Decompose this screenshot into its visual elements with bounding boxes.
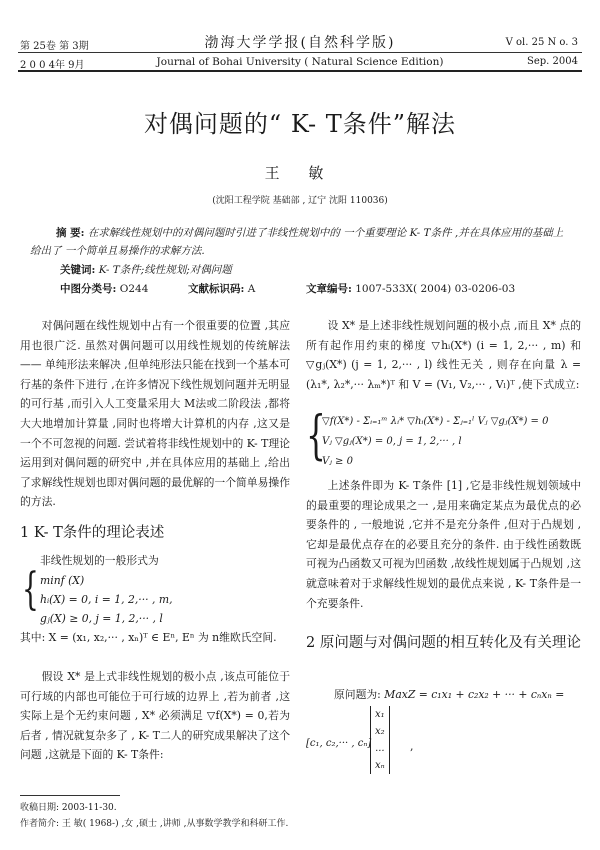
kt-line-2: Vⱼ ▽gⱼ(X*) = 0, j = 1, 2,··· , l [322,436,462,447]
journal-title-en: Journal of Bohai University ( Natural Science Edition) [156,56,444,68]
section-2-heading: 2 原问题与对偶问题的相互转化及有关理论 [306,635,581,651]
col-vector-entry: ... [375,743,385,754]
classification-number [60,281,148,296]
cls-value: O244 [119,283,149,295]
doc-label: 文献标识码: [188,283,245,295]
cls-label: 中图分类号: [60,283,117,295]
article-number [306,281,515,296]
header-rule-thick [18,70,582,72]
affiliation: (沈阳工程学院 基础部 , 辽宁 沈阳 110036) [212,196,388,206]
art-label: 文章编号: [306,283,352,295]
primal-formula: MaxZ = c₁x₁ + c₂x₂ + ··· + cₙxₙ = [384,688,565,701]
author-name: 王 敏 [264,164,336,182]
kt-intro-paragraph: 设 X* 是上述非线性规划问题的极小点 ,而且 X* 点的所有起作用约束的梯度 ▽hᵢ(X*) (i = 1, 2,··· , m) 和 ▽gⱼ(X*) (j = 1, 2,··· , l) 线性无关 , 则存在向量 λ = (λ₁*, λ₂*,··· λₘ*)ᵀ 和 V = (V₁, V₂,··· , Vₗ)ᵀ ,使下式成立: [306,319,581,391]
section-1-heading: 1 K- T条件的理论表述 [20,525,165,541]
date-right: Sep. 2004 [527,56,578,67]
footnote-rule [20,795,120,796]
received-date: 收稿日期: 2003-11-30. [20,803,117,813]
keywords-text: K- T条件;线性规划;对偶问题 [98,264,232,276]
column-vector [370,706,390,774]
trailing-comma: , [410,740,414,753]
header-rule-thin [18,52,582,53]
formula-line-1: minf (X) [40,574,85,587]
col-vector-entry: x₂ [375,726,385,737]
kt-line-3: Vⱼ ≥ 0 [322,456,353,467]
col-vector-entry: x₁ [375,709,385,720]
kt-line-1: ▽f(X*) - Σᵢ₌₁ᵐ λᵢ* ▽hᵢ(X*) - Σⱼ₌₁ˡ Vⱼ ▽gⱼ(X*) = 0 [322,416,549,427]
intro-paragraph: 对偶问题在线性规划中占有一个很重要的位置 ,其应用也很广泛. 虽然对偶问题可以用线性规划的传统解法—— 单纯形法来解决 ,但单纯形法只能在找到一个基本可行基的条件下进行 ,在许多情况下线性规划问题并无明显的可行基 ,而引入人工变量采用大 M法或二阶段法 ,都将大大地增加计算量 ,同时也将增大计算机的内存 ,这又是一个不可忽视的问题. 尝试着将非线性规划中的 K- T理论运用到对偶问题的研究中 ,并在具体应用的基础上 ,给出了求解线性规划也即对偶问题的最优解的一个简单易操作的方法. [20,319,290,509]
volume-issue-right: V ol. 25 N o. 3 [505,37,578,48]
paper-title: 对偶问题的“ K- T条件”解法 [143,110,457,138]
art-value: 1007-533X( 2004) 03-0206-03 [355,283,516,295]
author-bio: 作者简介: 王 敏( 1968-) ,女 ,硕士 ,讲师 ,从事数学教学和科研工作. [20,819,289,829]
doc-value: A [247,283,256,295]
keywords [60,262,232,277]
document-code [188,281,255,296]
where-text: 其中: X = (x₁, x₂,··· , xₙ)ᵀ ∈ Eⁿ, Eⁿ 为 n维欧氏空间. [20,631,277,644]
volume-issue-left: 第 25卷 第 3期 [20,41,89,52]
section-1-lead: 非线性规划的一般形式为 [40,554,159,567]
kt-explanation-paragraph: 上述条件即为 K- T条件 [1] ,它是非线性规划领域中的最重要的理论成果之一 ,是用来确定某点为最优点的必要条件的 , 一般地说 ,它并不是充分条件 ,但对于凸规划 ,它却是最优点存在的必要且充分的条件. 由于线性函数既可视为凸函数又可视为凹函数 ,故线性规划属于凸规划 ,这就意味着对于求解线性规划的最优点来说 , K- T条件是一个充要条件. [306,479,581,610]
keywords-label: 关键词: [60,264,96,276]
formula-line-2: hᵢ(X) = 0, i = 1, 2,··· , m, [40,593,173,606]
kt-brace: { [306,406,326,466]
formula-line-3: gⱼ(X) ≥ 0, j = 1, 2,··· , l [40,612,163,625]
primal-problem [334,685,564,705]
nlp-formula [40,571,173,628]
journal-title-cn: 渤海大学学报(自然科学版) [204,35,396,51]
primal-label: 原问题为: [334,688,381,701]
abstract-text: 在求解线性规划中的对偶问题时引进了非线性规划中的 一个重要理论 K- T条件 ,并在具体应用的基础上给出了 一个简单且易操作的求解方法. [30,227,564,257]
kt-conditions [322,412,548,472]
col-vector-entry: xₙ [375,760,385,771]
abstract [30,224,570,260]
row-vector: [c₁, c₂,··· , cₙ] [306,738,372,749]
formula-brace: { [22,564,39,615]
abstract-label: 摘 要: [56,227,85,239]
assumption-paragraph: 假设 X* 是上式非线性规划的极小点 ,该点可能位于可行域的内部也可能位于可行域的边界上 ,若为前者 ,这实际上是个无约束问题 , X* 必须满足 ▽f(X*) = 0,若为后者 , 情况就复杂多了 , K- T二人的研究成果解决了这个问题 ,这就是下面的 K- T条件: [20,670,290,762]
date-left: 2 0 0 4年 9月 [20,60,85,71]
